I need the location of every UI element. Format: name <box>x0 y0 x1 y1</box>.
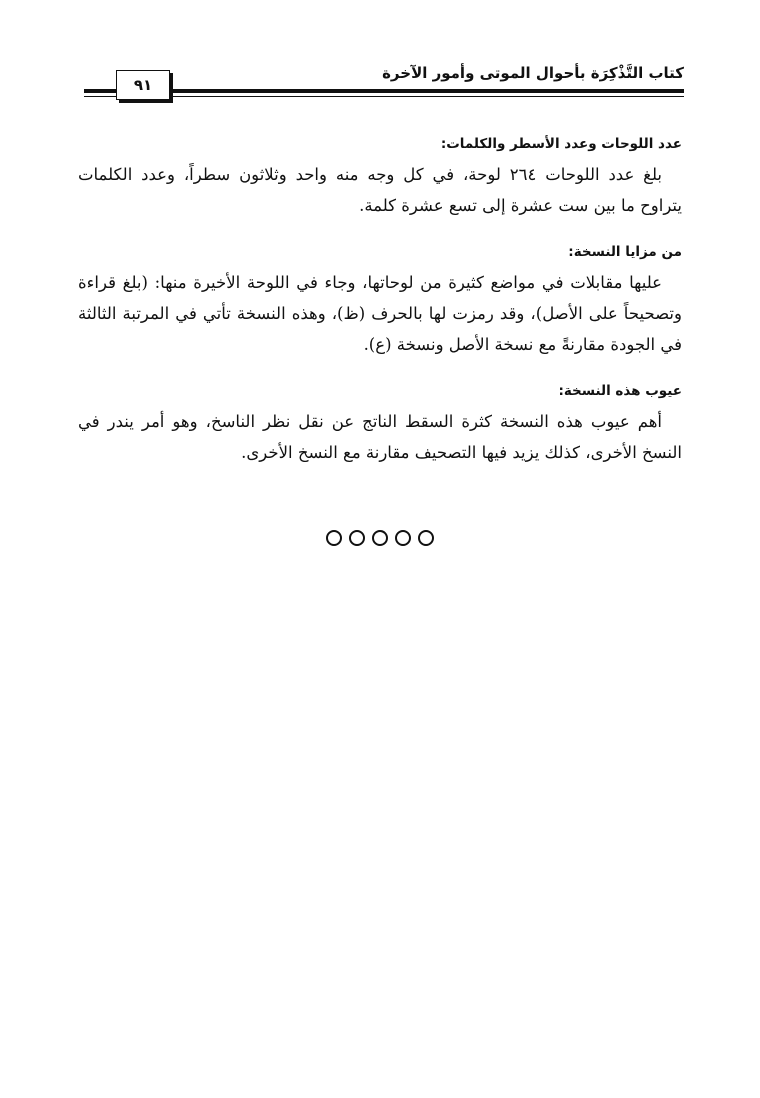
header-rule-thick <box>84 89 684 93</box>
circle-ornament-icon <box>326 530 342 546</box>
section-heading: عيوب هذه النسخة: <box>558 383 682 399</box>
circle-ornament-icon <box>395 530 411 546</box>
section-heading: من مزايا النسخة: <box>568 244 682 260</box>
section-defects <box>78 379 682 468</box>
book-title: كتاب التَّذْكِرَة بأحوال الموتى وأمور الآخرة <box>382 64 684 82</box>
section-paragraph: عليها مقابلات في مواضع كثيرة من لوحاتها، وجاء في اللوحة الأخيرة منها: (بلغ قراءة وتصحيحاً على الأصل)، وقد رمزت لها بالحرف (ظ)، وهذه النسخة تأتي في المرتبة الثالثة في الجودة مقارنةً مع نسخة الأصل ونسخة (ع). <box>78 273 682 354</box>
section-paragraph: بلغ عدد اللوحات ٢٦٤ لوحة، في كل وجه منه واحد وثلاثون سطراً، وعدد الكلمات يتراوح ما بين ست عشرة إلى تسع عشرة كلمة. <box>78 165 682 215</box>
header-rule-thin <box>84 96 684 97</box>
circle-ornament-icon <box>372 530 388 546</box>
circle-ornament-icon <box>418 530 434 546</box>
section-merits <box>78 240 682 360</box>
page-body <box>78 132 682 487</box>
running-header <box>84 62 684 102</box>
page-number: ٩١ <box>116 70 170 100</box>
section-counts <box>78 132 682 221</box>
section-paragraph: أهم عيوب هذه النسخة كثرة السقط الناتج عن نقل نظر الناسخ، وهو أمر يندر في النسخ الأخرى، كذلك يزيد فيها التصحيف مقارنة مع النسخ الأخرى. <box>78 412 682 462</box>
circle-divider <box>0 530 760 546</box>
section-heading: عدد اللوحات وعدد الأسطر والكلمات: <box>440 136 682 152</box>
circle-ornament-icon <box>349 530 365 546</box>
